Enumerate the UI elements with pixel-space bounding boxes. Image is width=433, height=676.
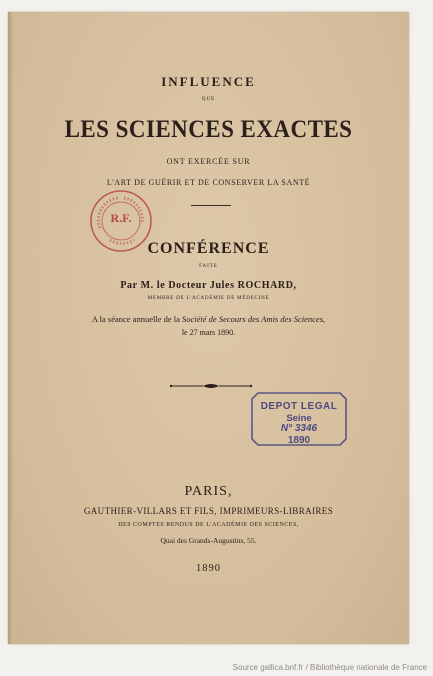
seance-line <box>8 314 409 324</box>
depot-stamp-title: DEPOT LEGAL <box>260 401 338 412</box>
scanned-title-page <box>8 12 409 644</box>
line-influence: INFLUENCE <box>161 74 256 89</box>
seance-society: Société de Secours des Amis des Sciences, <box>182 314 326 324</box>
imprint-publisher: GAUTHIER-VILLARS ET FILS, IMPRIMEURS-LIBRAIRES <box>83 506 334 516</box>
imprint-city: PARIS, <box>184 484 233 499</box>
imprint-year: 1890 <box>196 563 221 574</box>
depot-stamp-seine: Seine <box>286 413 312 424</box>
imprint-publisher-detail: DES COMPTES RENDUS DE L'ACADÉMIE DES SCIENCES, <box>118 522 299 528</box>
library-stamp <box>88 188 154 254</box>
book-title: LES SCIENCES EXACTES <box>64 116 353 143</box>
line-que: QUE <box>201 97 216 102</box>
author-affiliation: MEMBRE DE L'ACADÉMIE DE MÉDECINE <box>147 296 270 301</box>
seance-prefix: A la séance annuelle de la <box>91 314 183 324</box>
author-line: Par M. le Docteur Jules ROCHARD, <box>120 280 297 291</box>
library-stamp-initials: R.F. <box>110 211 132 225</box>
imprint-address: Quai des Grands-Augustins, 55. <box>160 536 257 545</box>
short-rule <box>191 205 231 206</box>
line-art-de-guerir: L'ART DE GUÉRIR ET DE CONSERVER LA SANTÉ <box>106 178 311 187</box>
depot-legal-stamp <box>250 391 348 447</box>
line-faite: FAITE <box>199 264 218 269</box>
depot-stamp-number: N° 3346 <box>280 423 318 434</box>
depot-stamp-year: 1890 <box>287 435 311 446</box>
ornament-divider <box>169 382 253 390</box>
seance-date: le 27 mars 1890. <box>181 328 236 337</box>
source-credit: Source gallica.bnf.fr / Bibliothèque nationale de France <box>232 663 427 672</box>
line-exercee: ONT EXERCÉE SUR <box>166 157 251 166</box>
heading-conference: CONFÉRENCE <box>147 240 270 257</box>
